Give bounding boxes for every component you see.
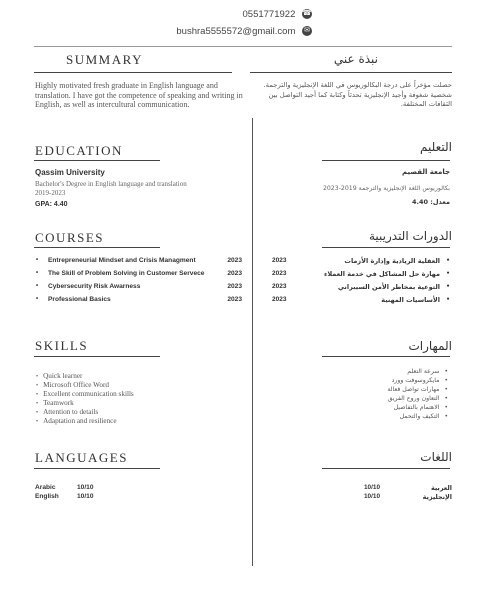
skill-label-ar: التكيف والتحمل bbox=[399, 413, 440, 420]
skill-item bbox=[36, 372, 82, 380]
skill-label: Teamwork bbox=[43, 399, 74, 407]
summary-text-ar: حصلت مؤخراً على درجة البكالوريوس في اللغة الإنجليزية والترجمة. شخصية شغوفة وأجيد الإنجليزية تحدثاً وكتابة كما أجيد التواصل بين الثقافات المختلفة. bbox=[263, 81, 452, 108]
bullet-icon: • bbox=[446, 296, 450, 303]
email-icon: ✉ bbox=[302, 26, 312, 36]
bullet-icon: • bbox=[446, 283, 450, 290]
course-item bbox=[36, 270, 242, 283]
bullet-icon: • bbox=[36, 270, 39, 276]
course-name-ar: الأساسيات المهنية bbox=[381, 296, 440, 304]
bullet-icon: • bbox=[444, 404, 448, 411]
skill-item-ar bbox=[400, 413, 448, 420]
courses-heading-ar: الدورات التدريبية bbox=[368, 229, 452, 243]
languages-rule bbox=[34, 468, 160, 469]
language-name-ar: العربية bbox=[430, 484, 452, 492]
skill-label-ar: مايكروسوفت وورد bbox=[391, 377, 440, 384]
bullet-icon: • bbox=[36, 283, 39, 289]
bullet-icon: • bbox=[444, 413, 448, 420]
course-name-ar: العقلية الريادية وإدارة الأزمات bbox=[344, 257, 440, 265]
skills-heading-ar: المهارات bbox=[408, 339, 452, 353]
skill-item bbox=[36, 381, 109, 389]
email-line bbox=[176, 26, 312, 37]
education-rule bbox=[34, 160, 160, 161]
skill-item bbox=[36, 390, 134, 398]
skill-label: Attention to details bbox=[43, 408, 99, 416]
skill-label-ar: التعاون وروح الفريق bbox=[387, 395, 440, 402]
languages-rule-ar bbox=[322, 468, 450, 469]
degree-text-ar: بكالوريوس اللغة الإنجليزية والترجمة 2019-2023 bbox=[322, 185, 450, 192]
course-name: The Skill of Problem Solving in Customer Servece bbox=[48, 270, 205, 277]
phone-line bbox=[243, 9, 312, 20]
university-name: Qassim University bbox=[35, 168, 105, 177]
skill-label: Microsoft Office Word bbox=[43, 381, 109, 389]
bullet-icon: • bbox=[36, 392, 39, 398]
skill-label: Quick learner bbox=[43, 372, 83, 380]
courses-rule-ar bbox=[322, 247, 450, 248]
course-name-ar: مهارة حل المشاكل في خدمة العملاء bbox=[324, 270, 440, 278]
course-item bbox=[36, 296, 242, 309]
gpa-text: GPA: 4.40 bbox=[35, 201, 68, 208]
skill-item bbox=[36, 399, 74, 407]
summary-rule-ar bbox=[250, 72, 452, 73]
gpa-text-ar: معدل: 4.40 bbox=[412, 198, 450, 206]
summary-text: Highly motivated fresh graduate in English language and translation. I have got the competence of speaking and writing in English, as well as intercultural communication. bbox=[35, 81, 243, 109]
email-address[interactable]: bushra5555572@gmail.com bbox=[176, 26, 296, 37]
language-name: English bbox=[35, 493, 59, 500]
university-name-ar: جامعة القصيم bbox=[402, 168, 450, 176]
course-year-ar: 2023 bbox=[272, 257, 287, 264]
skills-rule bbox=[34, 356, 160, 357]
course-item bbox=[36, 257, 242, 270]
language-item bbox=[35, 484, 94, 491]
course-year: 2023 bbox=[227, 257, 242, 264]
languages-heading: LANGUAGES bbox=[35, 450, 128, 465]
language-level: 10/10 bbox=[77, 484, 94, 491]
language-level-ar: 10/10 bbox=[364, 493, 380, 500]
summary-heading: SUMMARY bbox=[66, 52, 143, 67]
course-year: 2023 bbox=[227, 296, 242, 303]
bullet-icon: • bbox=[36, 419, 39, 425]
course-item-ar bbox=[272, 296, 450, 309]
bullet-icon: • bbox=[446, 257, 450, 264]
bullet-icon: • bbox=[444, 368, 448, 375]
skill-item-ar bbox=[407, 368, 448, 375]
language-name-ar: الإنجليزية bbox=[422, 493, 452, 501]
phone-number[interactable]: 0551771922 bbox=[242, 9, 296, 20]
header-divider bbox=[34, 46, 452, 47]
bullet-icon: • bbox=[444, 377, 448, 384]
language-level: 10/10 bbox=[77, 493, 94, 500]
course-item-ar bbox=[272, 257, 450, 270]
course-name-ar: التوعية بمخاطر الأمن السيبراني bbox=[337, 283, 440, 291]
course-year: 2023 bbox=[227, 270, 242, 277]
summary-heading-ar: نبذة عني bbox=[333, 52, 378, 66]
bullet-icon: • bbox=[36, 401, 39, 407]
skill-item-ar bbox=[388, 395, 448, 402]
skill-item bbox=[36, 417, 117, 425]
course-item-ar bbox=[272, 283, 450, 296]
bullet-icon: • bbox=[36, 296, 39, 302]
skills-heading: SKILLS bbox=[35, 338, 89, 353]
bullet-icon: • bbox=[36, 410, 39, 416]
education-heading-ar: التعليم bbox=[420, 140, 452, 154]
skill-item-ar bbox=[394, 404, 448, 411]
bullet-icon: • bbox=[36, 374, 39, 380]
skill-item bbox=[36, 408, 98, 416]
language-item bbox=[35, 493, 94, 500]
courses-heading: COURSES bbox=[35, 230, 105, 245]
course-name: Entrepreneurial Mindset and Crisis Managment bbox=[48, 257, 196, 264]
skill-item-ar bbox=[392, 377, 448, 384]
skill-item-ar bbox=[387, 386, 448, 393]
bullet-icon: • bbox=[444, 386, 448, 393]
courses-rule bbox=[34, 247, 160, 248]
bullet-icon: • bbox=[36, 257, 39, 263]
course-year: 2023 bbox=[227, 283, 242, 290]
summary-rule bbox=[34, 72, 232, 73]
language-name: Arabic bbox=[35, 484, 56, 491]
course-item-ar bbox=[272, 270, 450, 283]
skill-label: Adaptation and resilience bbox=[43, 417, 117, 425]
bullet-icon: • bbox=[36, 383, 39, 389]
languages-heading-ar: اللغات bbox=[420, 450, 452, 464]
education-heading: EDUCATION bbox=[35, 143, 123, 158]
course-year-ar: 2023 bbox=[272, 270, 287, 277]
phone-icon: ☎ bbox=[302, 10, 312, 18]
degree-text: Bachelor's Degree in English language and translation 2019-2023 bbox=[35, 180, 187, 197]
bullet-icon: • bbox=[444, 395, 448, 402]
skill-label-ar: مهارات تواصل فعالة bbox=[387, 386, 440, 393]
column-divider bbox=[252, 118, 253, 566]
course-year-ar: 2023 bbox=[272, 296, 287, 303]
education-rule-ar bbox=[322, 160, 450, 161]
course-name: Cybersecurity Risk Awarness bbox=[48, 283, 141, 290]
course-year-ar: 2023 bbox=[272, 283, 287, 290]
course-name: Professional Basics bbox=[48, 296, 111, 303]
language-level-ar: 10/10 bbox=[364, 484, 380, 491]
course-item bbox=[36, 283, 242, 296]
bullet-icon: • bbox=[446, 270, 450, 277]
skill-label: Excellent communication skills bbox=[43, 390, 134, 398]
skill-label-ar: سرعة التعلم bbox=[407, 368, 440, 375]
skill-label-ar: الاهتمام بالتفاصيل bbox=[393, 404, 440, 411]
skills-rule-ar bbox=[322, 356, 450, 357]
